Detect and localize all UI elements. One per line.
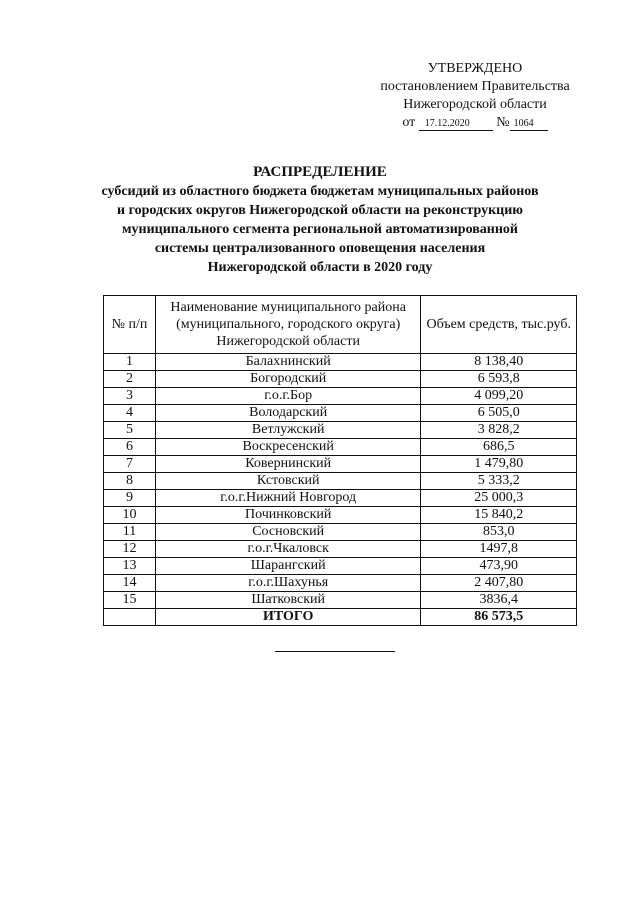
closing-rule [275, 651, 395, 652]
row-amount: 6 593,8 [421, 371, 577, 388]
row-amount: 25 000,3 [421, 490, 577, 507]
distribution-table [103, 295, 577, 626]
table-row [104, 507, 577, 524]
row-number: 10 [104, 507, 156, 524]
row-number: 13 [104, 558, 156, 575]
row-district: Кстовский [155, 473, 420, 490]
row-number: 8 [104, 473, 156, 490]
table-row [104, 354, 577, 371]
table-total-row [104, 609, 577, 626]
approval-title: УТВЕРЖДЕНО [427, 61, 523, 76]
table-row [104, 541, 577, 558]
header-number: № п/п [104, 296, 156, 354]
header-district: Наименование муниципального района (муниципального, городского округа) Нижегородской области [155, 296, 420, 354]
row-district: г.о.г.Шахунья [155, 575, 420, 592]
row-amount: 1497,8 [421, 541, 577, 558]
row-number: 2 [104, 371, 156, 388]
row-amount: 473,90 [421, 558, 577, 575]
table-row [104, 473, 577, 490]
row-district: Шарангский [155, 558, 420, 575]
table-row [104, 558, 577, 575]
row-number: 12 [104, 541, 156, 558]
row-number: 7 [104, 456, 156, 473]
approval-date-prefix: от [402, 115, 416, 130]
table-row [104, 371, 577, 388]
row-district: Шатковский [155, 592, 420, 609]
table-row [104, 405, 577, 422]
row-district: Балахнинский [155, 354, 420, 371]
row-district: Ветлужский [155, 422, 420, 439]
row-number: 6 [104, 439, 156, 456]
title-heading: РАСПРЕДЕЛЕНИЕ [253, 164, 387, 180]
row-district: г.о.г.Чкаловск [155, 541, 420, 558]
row-amount: 686,5 [421, 439, 577, 456]
row-district: Ковернинский [155, 456, 420, 473]
total-amount: 86 573,5 [421, 609, 577, 626]
row-number: 14 [104, 575, 156, 592]
row-district: г.о.г.Бор [155, 388, 420, 405]
table-row [104, 575, 577, 592]
row-district: г.о.г.Нижний Новгород [155, 490, 420, 507]
table-row [104, 422, 577, 439]
row-amount: 15 840,2 [421, 507, 577, 524]
table-header-row [104, 296, 577, 354]
total-label: ИТОГО [155, 609, 420, 626]
row-amount: 3 828,2 [421, 422, 577, 439]
table-row [104, 524, 577, 541]
approval-number-sign: № [496, 115, 510, 130]
row-number: 11 [104, 524, 156, 541]
table-row [104, 388, 577, 405]
row-district: Володарский [155, 405, 420, 422]
row-amount: 3836,4 [421, 592, 577, 609]
row-number: 9 [104, 490, 156, 507]
row-amount: 853,0 [421, 524, 577, 541]
row-amount: 1 479,80 [421, 456, 577, 473]
approval-date-line [355, 114, 595, 132]
row-number: 15 [104, 592, 156, 609]
row-number: 5 [104, 422, 156, 439]
table-row [104, 490, 577, 507]
table-body [104, 354, 577, 626]
row-amount: 4 099,20 [421, 388, 577, 405]
row-amount: 5 333,2 [421, 473, 577, 490]
header-amount: Объем средств, тыс.руб. [421, 296, 577, 354]
title-line: и городских округов Нижегородской области на реконструкцию [117, 203, 523, 218]
title-line: Нижегородской области в 2020 году [207, 260, 433, 275]
row-amount: 2 407,80 [421, 575, 577, 592]
approval-region: Нижегородской области [403, 97, 547, 112]
approval-decree: постановлением Правительства [380, 79, 570, 94]
approval-number: 1064 [510, 118, 548, 131]
row-district: Воскресенский [155, 439, 420, 456]
approval-date: 17.12.2020 [419, 118, 493, 131]
document-title [80, 163, 560, 277]
row-number: 3 [104, 388, 156, 405]
table-row [104, 456, 577, 473]
row-number: 4 [104, 405, 156, 422]
row-district: Починковский [155, 507, 420, 524]
table-row [104, 439, 577, 456]
total-number [104, 609, 156, 626]
row-amount: 6 505,0 [421, 405, 577, 422]
approval-stamp [355, 60, 595, 132]
title-line: субсидий из областного бюджета бюджетам муниципальных районов [101, 184, 539, 199]
row-district: Богородский [155, 371, 420, 388]
row-amount: 8 138,40 [421, 354, 577, 371]
table-row [104, 592, 577, 609]
title-line: муниципального сегмента региональной автоматизированной [121, 222, 518, 237]
title-line: системы централизованного оповещения населения [154, 241, 486, 256]
row-number: 1 [104, 354, 156, 371]
row-district: Сосновский [155, 524, 420, 541]
